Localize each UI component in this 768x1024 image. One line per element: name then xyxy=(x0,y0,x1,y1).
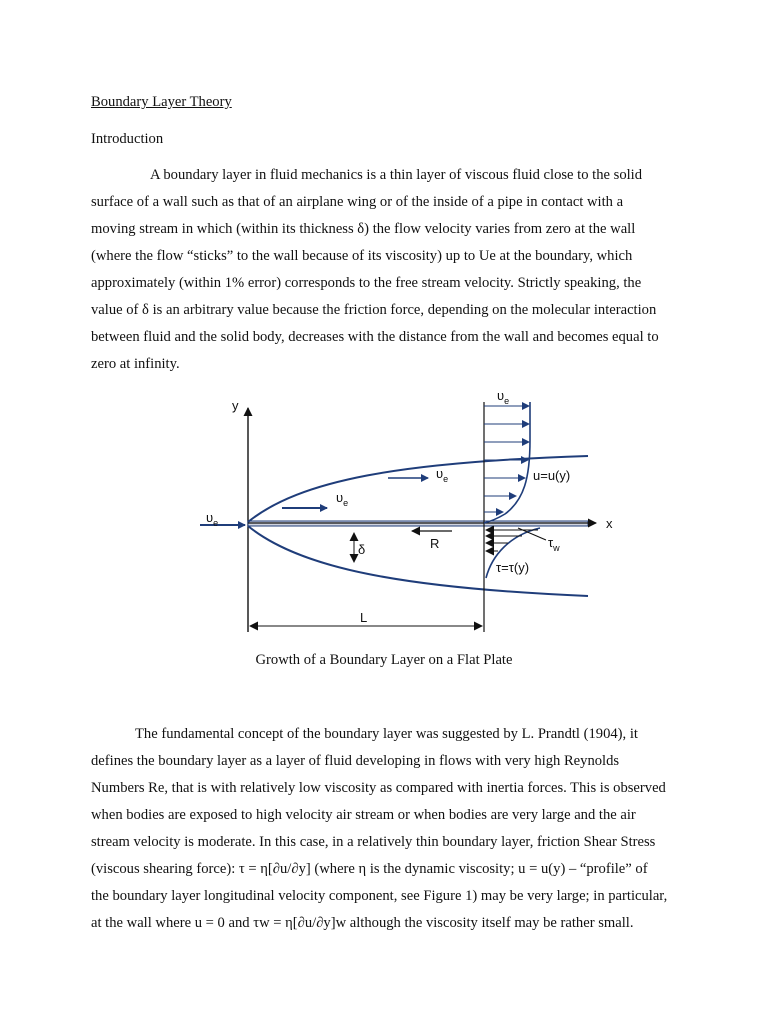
outer-velocity-label: $\upsilon_e$ xyxy=(436,466,449,484)
paragraph-line: (where the flow “sticks” to the wall because of its viscosity) up to Ue at the boundary, which xyxy=(91,248,633,264)
figure-caption: Growth of a Boundary Layer on a Flat Plate xyxy=(255,652,513,668)
paragraph-line: at the wall where u = 0 and τw = η[∂u/∂y]w although the viscosity itself may be rather small. xyxy=(91,915,634,931)
wall-shear-label: $\tau_w$ xyxy=(548,535,560,553)
paragraph-line: when bodies are exposed to high velocity air stream or when bodies are very large and the air xyxy=(91,807,636,823)
paragraph-line: between fluid and the solid body, decreases with the distance from the wall and becomes equal to xyxy=(91,329,659,345)
velocity-profile-label: u=u(y) xyxy=(533,468,571,483)
thickness-label: δ xyxy=(358,542,366,557)
paragraph-line: The fundamental concept of the boundary layer was suggested by L. Prandtl (1904), it xyxy=(135,726,638,742)
paragraph-line: A boundary layer in fluid mechanics is a thin layer of viscous fluid close to the solid xyxy=(150,167,643,183)
paragraph-line: value of δ is an arbitrary value because the friction force, depending on the molecular interaction xyxy=(91,302,657,318)
x-axis-label: x xyxy=(606,516,613,531)
paragraph-line: zero at infinity. xyxy=(91,356,180,372)
shear-profile-label: τ=τ(y) xyxy=(496,560,530,575)
section-heading: Introduction xyxy=(91,131,164,147)
boundary-layer-upper-edge xyxy=(248,456,588,522)
paragraph-line: (viscous shearing force): τ = η[∂u/∂y] (where η is the dynamic viscosity; u = u(y) – “profile” of xyxy=(91,861,648,877)
paragraph-line: stream velocity is moderate. In this case, in a relatively thin boundary layer, friction Shear Stress xyxy=(91,834,656,850)
paragraph-line: defines the boundary layer as a layer of fluid developing in flows with very high Reynolds xyxy=(91,753,620,769)
y-axis-label: y xyxy=(232,398,239,413)
paragraph-line: approximately (within 1% error) corresponds to the free stream velocity. Strictly speaking, the xyxy=(91,275,642,291)
paragraph-line: the boundary layer longitudinal velocity component, see Figure 1) may be very large; in particular, xyxy=(91,888,668,904)
velocity-profile-curve xyxy=(484,402,530,523)
length-label: L xyxy=(360,610,368,625)
resistance-label: R xyxy=(430,536,440,551)
document-title: Boundary Layer Theory xyxy=(91,94,232,110)
profile-top-label: $\upsilon_e$ xyxy=(497,388,510,406)
edge-velocity-label: $\upsilon_e$ xyxy=(336,490,349,508)
free-stream-label: $\upsilon_e$ xyxy=(206,510,219,528)
paragraph-line: moving stream in which (within its thickness δ) the flow velocity varies from zero at the wall xyxy=(91,221,636,237)
paragraph-line: Numbers Re, that is with relatively low viscosity as compared with inertia forces. This is observed xyxy=(91,780,666,796)
paragraph-line: surface of a wall such as that of an airplane wing or of the inside of a pipe in contact with a xyxy=(91,194,624,210)
